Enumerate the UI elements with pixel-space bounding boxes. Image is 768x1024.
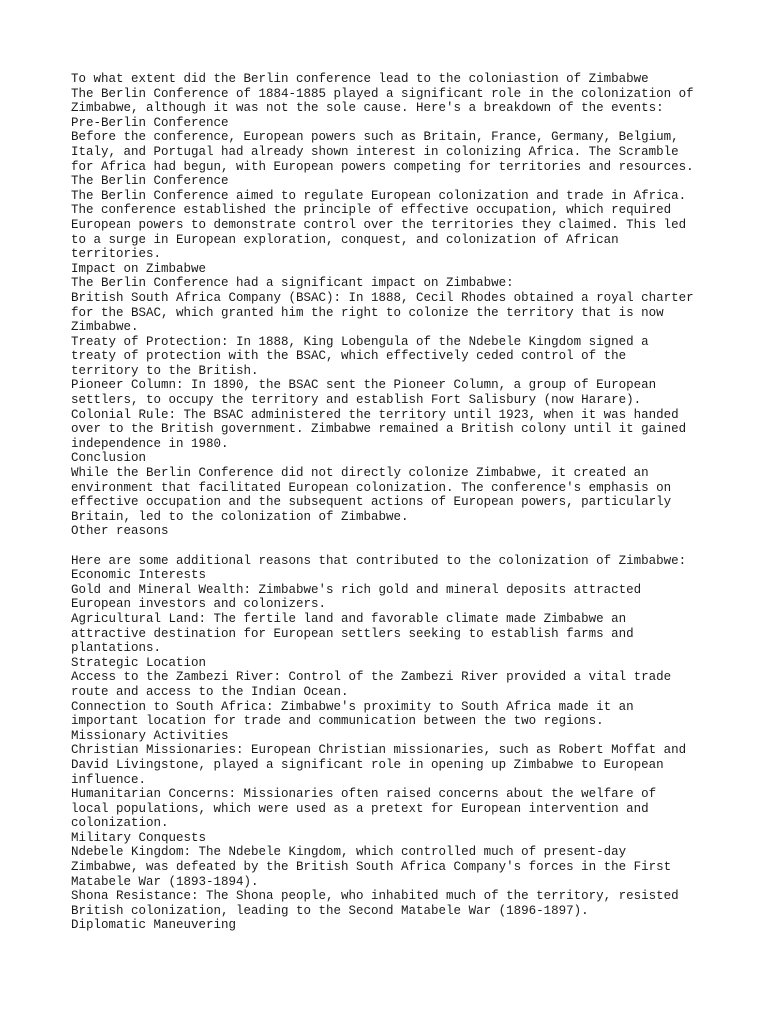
text-line: The Berlin Conference of 1884-1885 played a significant role in the colonization of	[71, 86, 694, 101]
text-line: Treaty of Protection: In 1888, King Lobengula of the Ndebele Kingdom signed a	[71, 334, 649, 349]
text-line: Missionary Activities	[71, 728, 229, 743]
text-line: Ndebele Kingdom: The Ndebele Kingdom, which controlled much of present-day	[71, 845, 627, 860]
text-line: Zimbabwe.	[71, 320, 139, 335]
text-line: Matabele War (1893-1894).	[71, 874, 259, 889]
text-line: British colonization, leading to the Second Matabele War (1896-1897).	[71, 903, 589, 918]
text-line: local populations, which were used as a pretext for European intervention and	[71, 801, 649, 816]
text-line: European investors and colonizers.	[71, 597, 327, 612]
text-line: Military Conquests	[71, 830, 207, 845]
text-line: The conference established the principle of effective occupation, which required	[71, 203, 672, 218]
text-line: The Berlin Conference	[71, 174, 229, 189]
document-body	[71, 72, 711, 933]
text-line: Here are some additional reasons that contributed to the colonization of Zimbabwe:	[71, 553, 687, 568]
text-line: over to the British government. Zimbabwe remained a British colony until it gained	[71, 422, 687, 437]
text-line: Pre-Berlin Conference	[71, 115, 229, 130]
text-line: important location for trade and communication between the two regions.	[71, 714, 604, 729]
text-line: European powers to demonstrate control over the territories they claimed. This led	[71, 217, 687, 232]
text-line: Shona Resistance: The Shona people, who inhabited much of the territory, resisted	[71, 889, 679, 904]
text-line: Strategic Location	[71, 655, 207, 670]
text-line	[71, 539, 711, 554]
text-line: To what extent did the Berlin conference lead to the coloniastion of Zimbabwe	[71, 72, 649, 86]
text-line: effective occupation and the subsequent actions of European powers, particularly	[71, 495, 672, 510]
text-line: Zimbabwe, although it was not the sole cause. Here's a breakdown of the events:	[71, 101, 664, 116]
text-line: Other reasons	[71, 524, 169, 539]
text-line: independence in 1980.	[71, 436, 229, 451]
text-line: Agricultural Land: The fertile land and favorable climate made Zimbabwe an	[71, 611, 627, 626]
text-line: The Berlin Conference aimed to regulate European colonization and trade in Africa.	[71, 188, 687, 203]
text-line: Pioneer Column: In 1890, the BSAC sent the Pioneer Column, a group of European	[71, 378, 657, 393]
text-line: Gold and Mineral Wealth: Zimbabwe's rich gold and mineral deposits attracted	[71, 582, 642, 597]
text-line: Zimbabwe, was defeated by the British South Africa Company's forces in the First	[71, 860, 672, 875]
text-line: attractive destination for European settlers seeking to establish farms and	[71, 626, 634, 641]
text-line: territory to the British.	[71, 363, 259, 378]
text-line: for the BSAC, which granted him the right to colonize the territory that is now	[71, 305, 664, 320]
text-line: colonization.	[71, 816, 169, 831]
text-line: The Berlin Conference had a significant impact on Zimbabwe:	[71, 276, 514, 291]
text-line: Colonial Rule: The BSAC administered the territory until 1923, when it was handed	[71, 407, 679, 422]
text-line: environment that facilitated European colonization. The conference's emphasis on	[71, 480, 672, 495]
text-line: territories.	[71, 247, 162, 262]
text-line: Conclusion	[71, 451, 147, 466]
text-line: plantations.	[71, 641, 162, 656]
text-line: Italy, and Portugal had already shown interest in colonizing Africa. The Scramble	[71, 144, 679, 159]
text-line: settlers, to occupy the territory and establish Fort Salisbury (now Harare).	[71, 393, 642, 408]
text-line: Britain, led to the colonization of Zimbabwe.	[71, 509, 409, 524]
text-line: Before the conference, European powers such as Britain, France, Germany, Belgium,	[71, 130, 679, 145]
text-line: Economic Interests	[71, 568, 207, 583]
text-line: Impact on Zimbabwe	[71, 261, 207, 276]
text-line: David Livingstone, played a significant role in opening up Zimbabwe to European	[71, 757, 664, 772]
text-line: for Africa had begun, with European powers competing for territories and resources.	[71, 159, 694, 174]
text-line: British South Africa Company (BSAC): In 1888, Cecil Rhodes obtained a royal charter	[71, 290, 694, 305]
text-line: While the Berlin Conference did not directly colonize Zimbabwe, it created an	[71, 466, 649, 481]
text-line: Humanitarian Concerns: Missionaries often raised concerns about the welfare of	[71, 787, 657, 802]
text-line: treaty of protection with the BSAC, which effectively ceded control of the	[71, 349, 627, 364]
text-line: Access to the Zambezi River: Control of the Zambezi River provided a vital trade	[71, 670, 672, 685]
text-line: to a surge in European exploration, conquest, and colonization of African	[71, 232, 619, 247]
text-line: influence.	[71, 772, 147, 787]
text-line: Christian Missionaries: European Christian missionaries, such as Robert Moffat and	[71, 743, 687, 758]
text-line: Connection to South Africa: Zimbabwe's proximity to South Africa made it an	[71, 699, 634, 714]
text-line: Diplomatic Maneuvering	[71, 918, 237, 933]
text-line: route and access to the Indian Ocean.	[71, 684, 349, 699]
